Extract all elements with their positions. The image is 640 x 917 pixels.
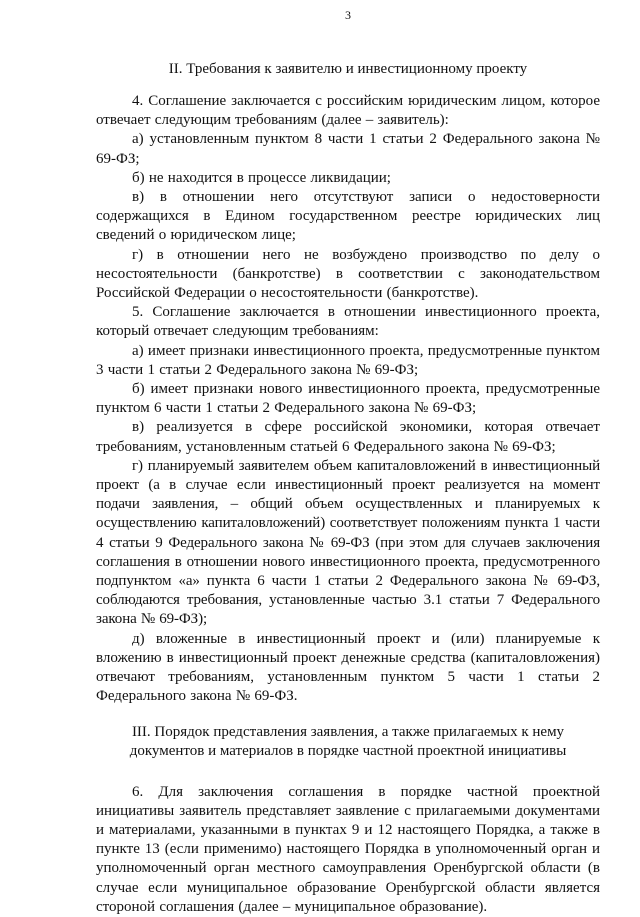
paragraph-4g: г) в отношении него не возбуждено производство по делу о несостоятельности (банкротстве) в соответствии с законодательством Российской Федерации о несостоятельности (банкротстве). bbox=[96, 246, 600, 302]
paragraph-4v: в) в отношении него отсутствуют записи о недостоверности содержащихся в Едином государственном реестре юридических лиц сведений о юридическом лице; bbox=[96, 189, 600, 244]
paragraph-4b: б) не находится в процессе ликвидации; bbox=[132, 169, 391, 186]
paragraph-4: 4. Соглашение заключается с российским юридическим лицом, которое отвечает следующим требованиям (далее – заявитель): bbox=[96, 93, 600, 129]
paragraph-4a: а) установленным пунктом 8 части 1 статьи 2 Федерального закона № 69-ФЗ; bbox=[96, 131, 600, 167]
section-3-heading bbox=[96, 723, 600, 761]
paragraph-5: 5. Соглашение заключается в отношении инвестиционного проекта, который отвечает следующим требованиям: bbox=[96, 304, 600, 340]
paragraph-5d: д) вложенные в инвестиционный проект и (или) планируемые к вложению в инвестиционный проект денежные средства (капиталовложения) отвечают требованиям, установленным пунктом 5 части 1 статьи 2 Федерального закона № 69-ФЗ. bbox=[96, 630, 600, 705]
section-3-heading-line-2: документов и материалов в порядке частной проектной инициативы bbox=[129, 742, 567, 759]
paragraph-6: 6. Для заключения соглашения в порядке частной проектной инициативы заявитель представляет заявление с прилагаемыми документами и материалами, указанными в пунктах 9 и 12 настоящего Порядка, а также в пункте 13 (если применимо) настоящего Порядка в уполномоченный орган и уполномоченный орган местного самоуправления Оренбургской области (в случае если муниципальное образование Оренбургской области является стороной соглашения (далее – муниципальное образование). bbox=[96, 783, 600, 915]
paragraph-5b: б) имеет признаки нового инвестиционного проекта, предусмотренные пунктом 6 части 1 статьи 2 Федерального закона № 69-ФЗ; bbox=[96, 381, 600, 417]
paragraph-5a: а) имеет признаки инвестиционного проекта, предусмотренные пунктом 3 части 1 статьи 2 Федерального закона № 69-ФЗ; bbox=[96, 342, 600, 378]
section-3-body bbox=[96, 783, 600, 917]
paragraph-5v: в) реализуется в сфере российской экономики, которая отвечает требованиям, установленным статьей 6 Федерального закона № 69-ФЗ; bbox=[96, 419, 600, 455]
paragraph-5g: г) планируемый заявителем объем капиталовложений в инвестиционный проект (а в случае если инвестиционный проект реализуется на момент подачи заявления, – общий объем осуществленных и планируемых к осуществлению капиталовложений) соответствует положениям пункта 1 части 4 статьи 9 Федерального закона № 69-ФЗ (при этом для случаев заключения соглашения в отношении нового инвестиционного проекта, предусмотренного подпунктом «а» пункта 6 части 1 статьи 2 Федерального закона № 69-ФЗ, соблюдаются требования, установленные частью 3.1 статьи 7 Федерального закона № 69-ФЗ); bbox=[96, 457, 600, 628]
page-number: 3 bbox=[345, 8, 351, 22]
section-3-heading-line-1: III. Порядок представления заявления, а также прилагаемых к нему bbox=[131, 723, 565, 740]
section-2-body bbox=[96, 92, 600, 707]
section-2-heading: II. Требования к заявителю и инвестиционному проекту bbox=[168, 61, 528, 77]
